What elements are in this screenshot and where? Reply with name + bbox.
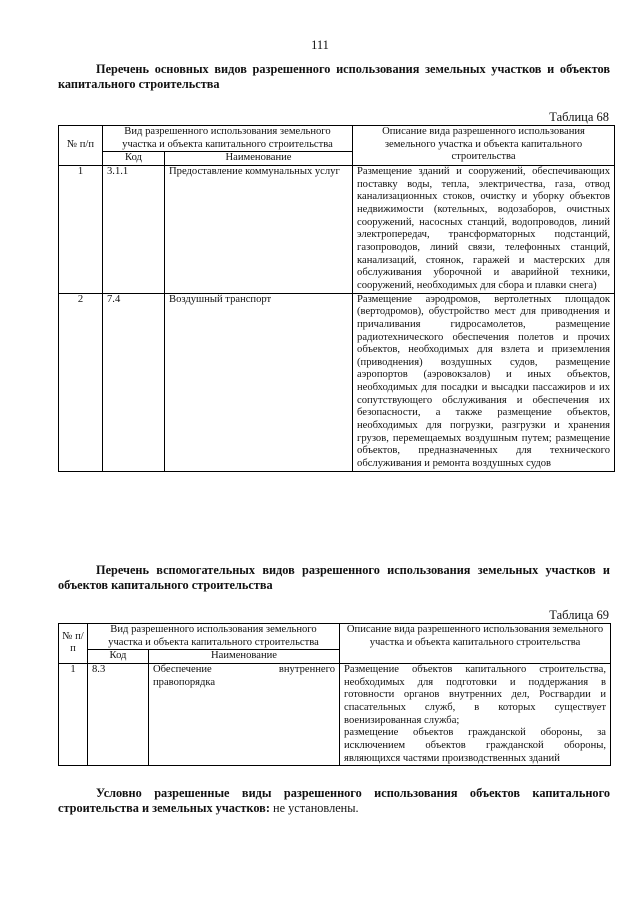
row-name: Предоставление коммунальных услуг <box>165 165 353 293</box>
row-name: Обеспечение внутреннего правопорядка <box>149 663 340 765</box>
row-num: 1 <box>59 663 88 765</box>
table-caption-69: Таблица 69 <box>549 608 609 622</box>
section-heading-main-uses: Перечень основных видов разрешенного использования земельных участков и объектов капитального строительства <box>58 62 610 91</box>
header-num: № п/п <box>59 624 88 664</box>
row-num: 1 <box>59 165 103 293</box>
header-code: Код <box>88 650 149 664</box>
row-desc: Размещение зданий и сооружений, обеспечивающих поставку воды, тепла, электричества, газа, отвод канализационных стоков, очистку и уборку объектов недвижимости (котельных, водозаборов, очистных сооружений, насосных станций, водопроводов, линий электропередач, трансформаторных подстанций, газопроводов, линий связи, телефонных станций, канализаций, стоянок, гаражей и мастерских для обслуживания уборочной и аварийной техники, сооружений, необходимых для сбора и плавки снега) <box>353 165 615 293</box>
row-code: 7.4 <box>103 293 165 471</box>
row-code: 3.1.1 <box>103 165 165 293</box>
table-row <box>59 165 615 293</box>
row-num: 2 <box>59 293 103 471</box>
page-number: 111 <box>311 38 329 52</box>
header-kind: Вид разрешенного использования земельного участка и объекта капитального строительства <box>88 624 340 650</box>
table-68 <box>58 125 615 472</box>
row-code: 8.3 <box>88 663 149 765</box>
header-desc: Описание вида разрешенного использования земельного участка и объекта капитального строительства <box>353 126 615 166</box>
table-caption-68: Таблица 68 <box>549 110 609 124</box>
conditional-uses-paragraph <box>58 786 610 816</box>
section-heading-auxiliary-uses: Перечень вспомогательных видов разрешенного использования земельных участков и объектов капитального строительства <box>58 563 610 592</box>
table-row <box>59 663 611 765</box>
table-69 <box>58 623 611 766</box>
header-num: № п/п <box>59 126 103 166</box>
row-desc <box>340 663 611 765</box>
header-code: Код <box>103 152 165 166</box>
header-name: Наименование <box>165 152 353 166</box>
row-name: Воздушный транспорт <box>165 293 353 471</box>
header-kind: Вид разрешенного использования земельного участка и объекта капитального строительства <box>103 126 353 152</box>
row-desc-part1: Размещение объектов капитального строительства, необходимых для подготовки и поддержания в готовности органов внутренних дел, Росгвардии и спасательных служб, в которых существует военизированная служба; <box>344 663 607 726</box>
header-desc: Описание вида разрешенного использования земельного участка и объекта капитального строительства <box>340 624 611 664</box>
conditional-uses-value: не установлены. <box>269 801 359 815</box>
row-desc: Размещение аэродромов, вертолетных площадок (вертодромов), обустройство мест для приводнения и причаливания гидросамолетов, размещение радиотехнического обеспечения полетов и прочих объектов, необходимых для взлета и приземления (приводнения) воздушных судов, размещение аэропортов (аэровокзалов) и иных объектов, необходимых для посадки и высадки пассажиров и их сопутствующего обслуживания и обеспечения их безопасности, а также размещение объектов, необходимых для погрузки, разгрузки и хранения грузов, перемещаемых воздушным путем; размещение объектов, предназначенных для технического обслуживания и ремонта воздушных судов <box>353 293 615 471</box>
row-desc-part2: размещение объектов гражданской обороны, за исключением объектов гражданской обороны, являющихся частями производственных зданий <box>344 727 607 764</box>
header-name: Наименование <box>149 650 340 664</box>
conditional-uses-label: Условно разрешенные виды разрешенного использования объектов капитального строительства и земельных участков: <box>58 786 610 815</box>
table-row <box>59 293 615 471</box>
